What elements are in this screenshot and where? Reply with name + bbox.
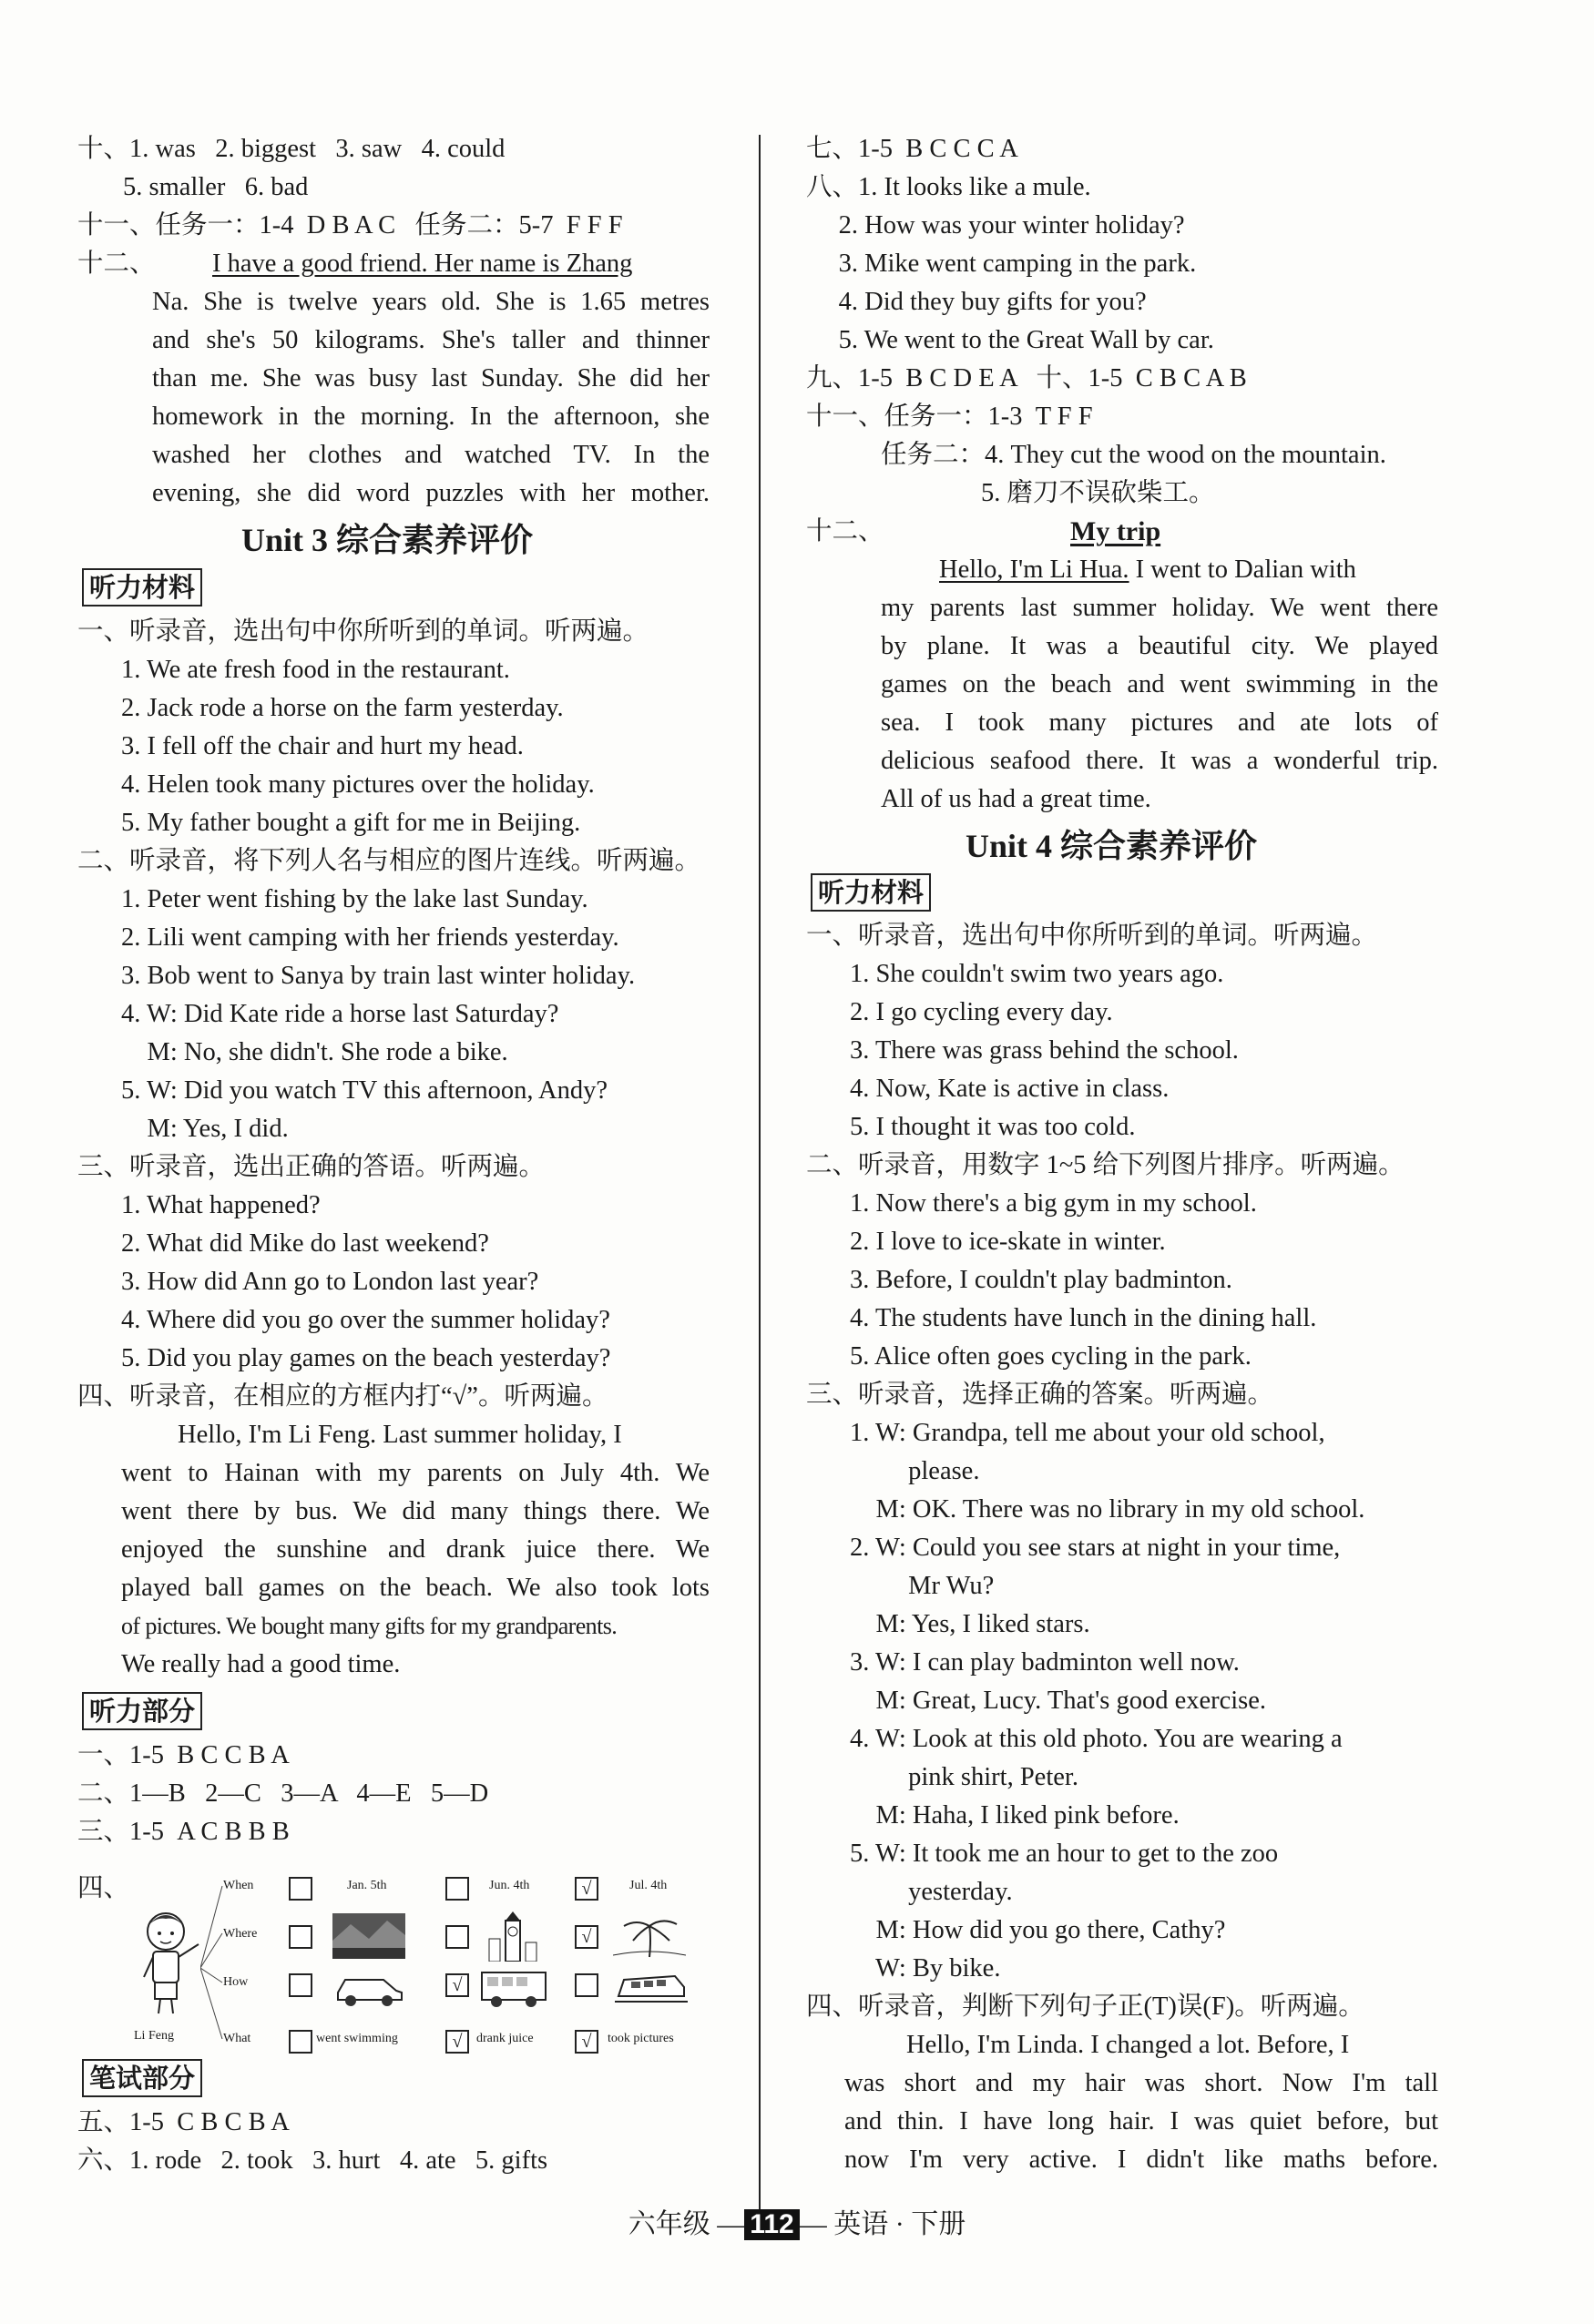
dialogue-line: Mr Wu? xyxy=(850,1572,995,1600)
answer-line: 一、1-5 B C C B A xyxy=(77,1741,290,1769)
activity-label: drank juice xyxy=(476,2032,534,2045)
list-item: 5. W: Did you watch TV this afternoon, Andy? xyxy=(121,1076,608,1105)
listening-material-tag: 听力材料 xyxy=(82,568,202,606)
answer-line: 八、1. It looks like a mule. xyxy=(806,173,1091,201)
essay-line: than me. She was busy last Sunday. She did her xyxy=(152,364,710,392)
car-picture xyxy=(332,1963,405,2009)
row-label: What xyxy=(223,2032,251,2045)
list-item: 3. How did Ann go to London last year? xyxy=(121,1268,539,1296)
dialogue-line: M: Yes, I liked stars. xyxy=(850,1610,1090,1638)
essay-line: my parents last summer holiday. We went there xyxy=(881,594,1438,622)
boy-illustration xyxy=(128,1904,209,2023)
answer-line: 十一、任务一：1-4 D B A C 任务二：5-7 F F F xyxy=(77,211,623,240)
passage-line: Hello, I'm Linda. I changed a lot. Before, I xyxy=(906,2031,1350,2059)
row-label: How xyxy=(223,1975,249,1989)
answer-line: 二、1—B 2—C 3—A 4—E 5—D xyxy=(77,1779,489,1808)
essay-line: by plane. It was a beautiful city. We played xyxy=(881,632,1438,660)
essay-line: washed her clothes and watched TV. In the xyxy=(152,441,710,469)
section-title: 一、听录音，选出句中你所听到的单词。听两遍。 xyxy=(77,617,649,646)
passage-line: played ball games on the beach. We also took lots xyxy=(121,1574,710,1602)
bus-picture xyxy=(478,1963,551,2009)
dialogue-line: 5. W: It took me an hour to get to the zoo xyxy=(850,1840,1279,1868)
checkbox: √ xyxy=(575,1877,598,1901)
checkbox: √ xyxy=(445,2030,469,2054)
date-label: Jan. 5th xyxy=(347,1879,387,1892)
list-item: 3. I fell off the chair and hurt my head. xyxy=(121,732,524,760)
beach-picture xyxy=(332,1913,405,1959)
answer-line: 七、1-5 B C C C A xyxy=(806,135,1018,163)
row-label: Where xyxy=(223,1927,258,1941)
essay-first-line: Hello, I'm Li Hua. I went to Dalian with xyxy=(939,556,1356,584)
passage-line: We really had a good time. xyxy=(121,1650,401,1678)
date-label: Jun. 4th xyxy=(489,1879,530,1892)
section-title: 二、听录音，将下列人名与相应的图片连线。听两遍。 xyxy=(77,847,701,875)
checkbox xyxy=(445,1877,469,1901)
list-item: 4. W: Did Kate ride a horse last Saturday? xyxy=(121,1000,559,1028)
essay-line: games on the beach and went swimming in the xyxy=(881,670,1438,698)
list-item: 3. Bob went to Sanya by train last winter holiday. xyxy=(121,962,636,990)
essay-number: 十二、 xyxy=(806,517,884,545)
answer-line: 5. We went to the Great Wall by car. xyxy=(806,326,1214,354)
page-footer: 六年级 — 112 — 英语 · 下册 xyxy=(628,2209,966,2239)
section-title: 一、听录音，选出句中你所听到的单词。听两遍。 xyxy=(806,922,1378,950)
dialogue-line: W: By bike. xyxy=(850,1954,1001,1983)
checkbox xyxy=(289,2030,312,2054)
essay-line: evening, she did word puzzles with her mother. xyxy=(152,479,710,507)
dialogue-line: 3. W: I can play badminton well now. xyxy=(850,1648,1240,1677)
checkbox xyxy=(575,1973,598,1997)
essay-line: All of us had a great time. xyxy=(881,785,1151,813)
answer-line: 5. 磨刀不误砍柴工。 xyxy=(981,479,1215,507)
list-item: 4. Where did you go over the summer holiday? xyxy=(121,1306,610,1334)
passage-line: went there by bus. We did many things there. We xyxy=(121,1497,710,1525)
section-title: 二、听录音，用数字 1~5 给下列图片排序。听两遍。 xyxy=(806,1151,1405,1179)
list-item: 1. We ate fresh food in the restaurant. xyxy=(121,656,510,684)
list-item: 1. Peter went fishing by the lake last Sunday. xyxy=(121,885,588,913)
passage-line: went to Hainan with my parents on July 4th. We xyxy=(121,1459,710,1487)
listening-material-tag: 听力材料 xyxy=(811,873,931,912)
list-item: 5. I thought it was too cold. xyxy=(850,1113,1136,1141)
dialogue-line: pink shirt, Peter. xyxy=(850,1763,1078,1791)
list-item: 4. The students have lunch in the dining hall. xyxy=(850,1304,1317,1332)
answer-line: 5. smaller 6. bad xyxy=(123,173,309,201)
list-item: 1. She couldn't swim two years ago. xyxy=(850,960,1224,988)
checkbox: √ xyxy=(575,2030,598,2054)
essay-number: 十二、 xyxy=(77,250,156,278)
section-title: 三、听录音，选出正确的答语。听两遍。 xyxy=(77,1153,546,1181)
section-title: 四、听录音，判断下列句子正(T)误(F)。听两遍。 xyxy=(806,1993,1364,2021)
answer-line: 九、1-5 B C D E A 十、1-5 C B C A B xyxy=(806,364,1247,392)
list-item: 5. Did you play games on the beach yesterday? xyxy=(121,1344,611,1372)
unit3-title: Unit 3 综合素养评价 xyxy=(241,522,534,558)
list-item: 2. Lili went camping with her friends yesterday. xyxy=(121,923,619,952)
list-item: M: No, she didn't. She rode a bike. xyxy=(121,1038,508,1066)
list-item: 5. My father bought a gift for me in Beijing. xyxy=(121,809,581,837)
column-divider xyxy=(759,135,761,2229)
list-item: 2. Jack rode a horse on the farm yesterday. xyxy=(121,694,564,722)
grade-label: 六年级 xyxy=(628,2209,710,2239)
dialogue-line: yesterday. xyxy=(850,1878,1013,1906)
section-title: 四、听录音，在相应的方框内打“√”。听两遍。 xyxy=(77,1382,608,1411)
checkbox: √ xyxy=(445,1973,469,1997)
checkbox xyxy=(289,1973,312,1997)
train-picture xyxy=(615,1963,688,2009)
essay-line: homework in the morning. In the afternoon, she xyxy=(152,403,710,431)
answer-line: 3. Mike went camping in the park. xyxy=(806,250,1197,278)
passage-line: and thin. I have long hair. I was quiet before, but xyxy=(844,2107,1438,2135)
list-item: 1. Now there's a big gym in my school. xyxy=(850,1189,1257,1218)
dialogue-line: M: OK. There was no library in my old school. xyxy=(850,1495,1365,1524)
essay-line: Na. She is twelve years old. She is 1.65 metres xyxy=(152,288,710,316)
person-label: Li Feng xyxy=(134,2029,174,2043)
list-item: 3. Before, I couldn't play badminton. xyxy=(850,1266,1232,1294)
dialogue-line: M: How did you go there, Cathy? xyxy=(850,1916,1226,1944)
dialogue-line: 2. W: Could you see stars at night in your time, xyxy=(850,1534,1341,1562)
tower-picture xyxy=(485,1911,540,1962)
checkbox: √ xyxy=(575,1925,598,1949)
subject-label: 英语 · 下册 xyxy=(833,2209,966,2239)
palm-beach-picture xyxy=(613,1913,686,1959)
list-item: 4. Helen took many pictures over the holiday. xyxy=(121,770,595,799)
list-item: 3. There was grass behind the school. xyxy=(850,1036,1239,1065)
answer-line: 六、1. rode 2. took 3. hurt 4. ate 5. gifts xyxy=(77,2146,548,2175)
essay-line: sea. I took many pictures and ate lots of xyxy=(881,708,1438,737)
answer-line: 五、1-5 C B C B A xyxy=(77,2108,290,2136)
answer-line: 十、1. was 2. biggest 3. saw 4. could xyxy=(77,135,506,163)
listening-part-tag: 听力部分 xyxy=(82,1692,202,1730)
page-number: 112 xyxy=(744,2209,799,2240)
dialogue-line: please. xyxy=(850,1457,980,1485)
answer-line: 2. How was your winter holiday? xyxy=(806,211,1185,240)
answer-line: 三、1-5 A C B B B xyxy=(77,1818,290,1846)
list-item: 2. What did Mike do last weekend? xyxy=(121,1229,489,1258)
section-title: 三、听录音，选择正确的答案。听两遍。 xyxy=(806,1381,1274,1409)
essay-title: My trip xyxy=(1070,516,1161,546)
answer-figure-4 xyxy=(77,1868,715,2050)
list-item: 2. I go cycling every day. xyxy=(850,998,1113,1026)
essay-first-line: I have a good friend. Her name is Zhang xyxy=(212,250,633,278)
dialogue-line: M: Great, Lucy. That's good exercise. xyxy=(850,1687,1267,1715)
checkbox xyxy=(445,1925,469,1949)
essay-line: and she's 50 kilograms. She's taller and thinner xyxy=(152,326,710,354)
list-item: 5. Alice often goes cycling in the park. xyxy=(850,1342,1252,1371)
passage-line: enjoyed the sunshine and drank juice there. We xyxy=(121,1535,710,1564)
date-label: Jul. 4th xyxy=(629,1879,668,1892)
figure-number: 四、 xyxy=(77,1874,130,1902)
answer-line: 十一、任务一：1-3 T F F xyxy=(806,403,1093,431)
checkbox xyxy=(289,1925,312,1949)
checkbox xyxy=(289,1877,312,1901)
list-item: 4. Now, Kate is active in class. xyxy=(850,1075,1170,1103)
essay-line: delicious seafood there. It was a wonderful trip. xyxy=(881,747,1438,775)
dialogue-line: M: Haha, I liked pink before. xyxy=(850,1801,1180,1830)
list-item: 1. What happened? xyxy=(121,1191,321,1219)
list-item: M: Yes, I did. xyxy=(121,1115,289,1143)
dialogue-line: 1. W: Grandpa, tell me about your old school, xyxy=(850,1419,1325,1447)
dialogue-line: 4. W: Look at this old photo. You are wearing a xyxy=(850,1725,1343,1753)
passage-line: Hello, I'm Li Feng. Last summer holiday, I xyxy=(178,1421,622,1449)
answer-line: 任务二：4. They cut the wood on the mountain. xyxy=(881,441,1386,469)
passage-line: of pictures. We bought many gifts for my grandparents. xyxy=(121,1613,618,1639)
activity-label: went swimming xyxy=(316,2032,398,2045)
activity-label: took pictures xyxy=(608,2032,674,2045)
answer-line: 4. Did they buy gifts for you? xyxy=(806,288,1147,316)
connector-lines xyxy=(200,1868,228,2050)
list-item: 2. I love to ice-skate in winter. xyxy=(850,1228,1166,1256)
written-part-tag: 笔试部分 xyxy=(82,2059,202,2097)
passage-line: was short and my hair was short. Now I'm tall xyxy=(844,2069,1438,2097)
passage-line: now I'm very active. I didn't like maths before. xyxy=(844,2146,1438,2174)
row-label: When xyxy=(223,1879,254,1892)
unit4-title: Unit 4 综合素养评价 xyxy=(966,828,1258,864)
